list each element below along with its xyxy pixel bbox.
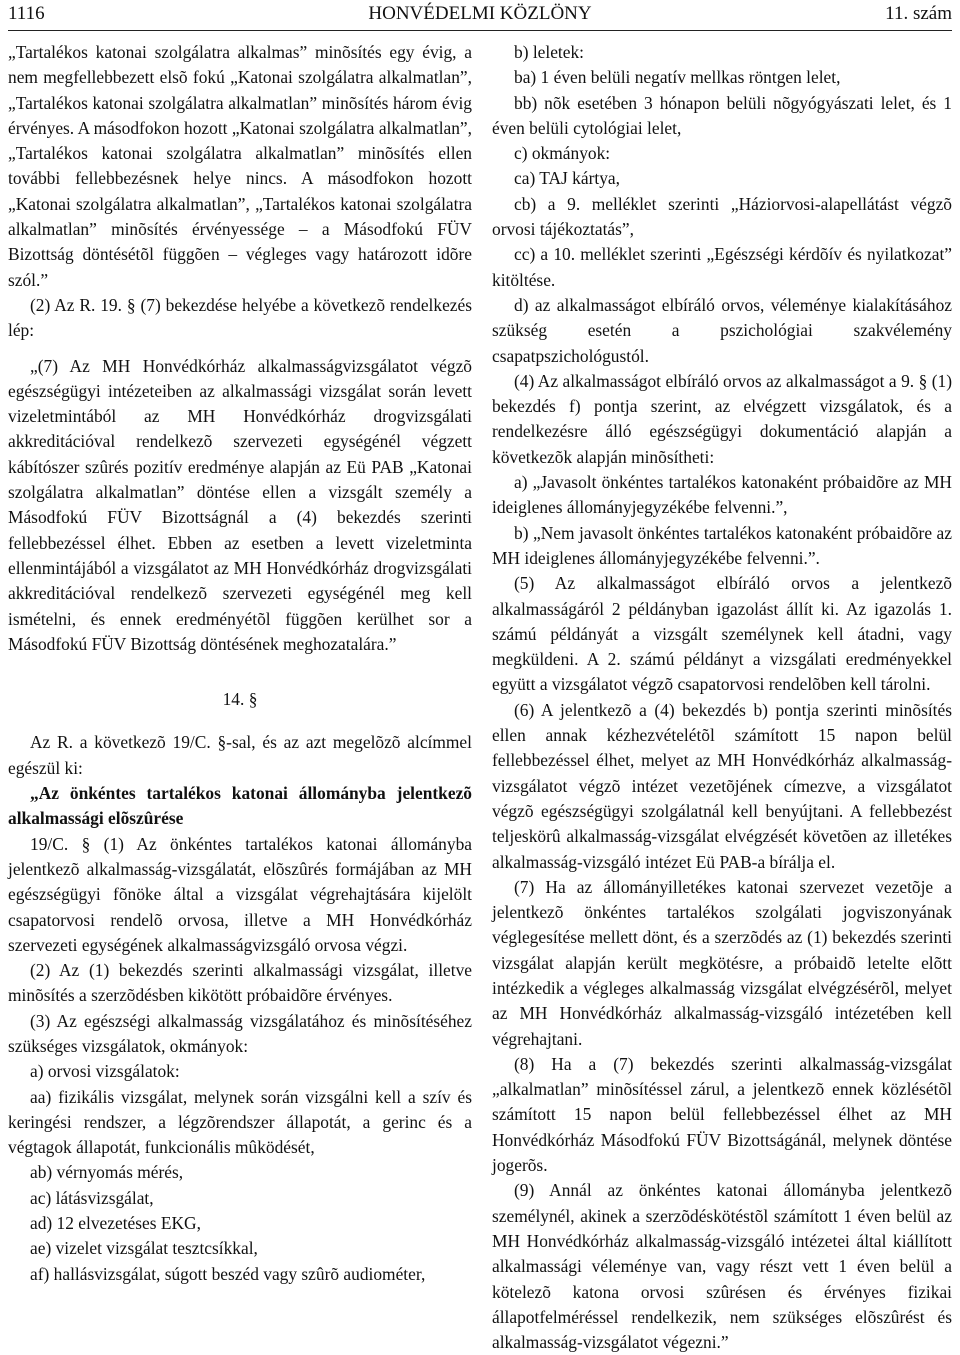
list-item: cb) a 9. melléklet szerinti „Háziorvosi-alapellátást végzõ orvosi tájékoztatás”, xyxy=(492,193,952,240)
quoted-paragraph: „(7) Az MH Honvédkórház alkalmasságvizsgálatot végzõ egészségügyi intézeteiben az alkalmassági vizsgálat során levett vizeletmintából az MH Honvédkórház drogvizsgálati akkreditációval rendelkezõ szervezeti egységénél végzett kábítószer szûrés pozitív eredménye alapján az Eü PAB „Katonai szolgálatra alkalmatlan” döntése ellen a vizsgált személy a Másodfokú FÜV Bizottságnál a (4) bekezdés szerinti fellebbezéssel élhet. Ebben az esetben a levett vizeletminta ellenmintájából a vizsgálatot az MH Honvédkórház drogvizsgálati akkreditációval rendelkezõ szervezeti egységénél meg kell ismételni, és ennek eredményétõl függõen kerülhet sor a Másodfokú FÜV Bizottság döntésének meghozatalára.” xyxy=(8,355,472,654)
paragraph: (3) Az egészségi alkalmasság vizsgálatához és minõsítéséhez szükséges vizsgálatok, okmányok: xyxy=(8,1010,472,1056)
list-item: b) „Nem javasolt önkéntes tartalékos katonaként próbaidõre az MH ideiglenes állományjegyzékébe felvenni.”. xyxy=(492,522,952,568)
list-item: bb) nõk esetében 3 hónapon belüli nõgyógyászati lelet, és 1 éven belüli cytológiai lelet, xyxy=(492,92,952,138)
paragraph: (7) Ha az állományilletékes katonai szervezet vezetõje a jelentkezõ önkéntes tartalékos szolgálati jogviszonyának véglegesítése mellett dönt, és a szerzõdés az (1) bekezdés szerinti vizsgálat alapján került megkötésre, a próbaidõ letelte elõtt intézkedik a végleges alkalmasság vizsgálat elvégzésérõl, melyet az MH Honvédkórház alkalmasság-vizsgáló intézetében kell végrehajtani. xyxy=(492,876,952,1049)
paragraph: (6) A jelentkezõ a (4) bekezdés b) pontja szerinti minõsítés ellen annak kézhezvételétõl számított 15 napon belül fellebbezéssel élhet, melyet az MH Honvédkórház alkalmasság-vizsgálatot végzõ intézet vezetõjének címezve, a vizsgálatot végzõ egészségügyi szolgálatnál kell benyújtani. A fellebbezést teljeskörû alkalmasság-vizsgálat elvégzését követõen az illetékes alkalmasság-vizsgáló intézet Eü PAB-a bírálja el. xyxy=(492,699,952,872)
paragraph: (8) Ha a (7) bekezdés szerinti alkalmasság-vizsgálat „alkalmatlan” minõsítéssel zárul, a jelentkezõ ennek közlésétõl számított 15 napon belül fellebbezéssel élhet az MH Honvédkórház Másodfokú FÜV Bizottságánál, melynek döntése jogerõs. xyxy=(492,1053,952,1176)
list-item: ab) vérnyomás mérés, xyxy=(30,1162,184,1183)
right-column xyxy=(492,40,952,1355)
list-item: ad) 12 elvezetéses EKG, xyxy=(30,1213,201,1234)
list-item: a) „Javasolt önkéntes tartalékos katonaként próbaidõre az MH ideiglenes állományjegyzékébe felvenni.”, xyxy=(492,472,952,518)
paragraph: (2) Az R. 19. § (7) bekezdése helyébe a következõ rendelkezés lép: xyxy=(8,294,472,341)
paragraph: „Tartalékos katonai szolgálatra alkalmas” minõsítés egy évig, a nem megfellebbezett elsõ fokú „Katonai szolgálatra alkalmatlan”, „Tartalékos katonai szolgálatra alkalmatlan” minõsítés három évig érvényes. A másodfokon hozott „Katonai szolgálatra alkalmatlan”, „Tartalékos katonai szolgálatra alkalmatlan” minõsítés ellen további fellebbezésnek helye nincs. A másodfokon hozott „Katonai szolgálatra alkalmatlan”, „Tartalékos katonai szolgálatra alkalmatlan” minõsítés érvényessége – a Másodfokú FÜV Bizottság döntésétõl függõen – végleges vagy határozott idõre szól.” xyxy=(8,42,472,290)
subsection-title: „Az önkéntes tartalékos katonai állományba jelentkezõ alkalmassági elõszûrése xyxy=(8,783,472,829)
list-item: ae) vizelet vizsgálat tesztcsíkkal, xyxy=(30,1238,258,1259)
header-rule xyxy=(8,30,952,31)
list-item: ac) látásvizsgálat, xyxy=(30,1187,154,1208)
issue-number: 11. szám xyxy=(885,3,952,24)
page-number: 1116 xyxy=(8,3,45,24)
list-item: b) leletek: xyxy=(514,42,585,62)
paragraph: (4) Az alkalmasságot elbíráló orvos az alkalmasságot a 9. § (1) bekezdés f) pontja szerint, az elvégzett vizsgálatok, és a rendelkezésre álló egészségügyi dokumentáció alapján a következõk alapján minõsítheti: xyxy=(492,370,952,467)
page-header xyxy=(8,0,952,30)
list-item: aa) fizikális vizsgálat, melynek során vizsgálni kell a szív és keringési rendszer, a légzõrendszer állapotát, a gerinc és a végtagok állapotát, funkcionális mûködését, xyxy=(8,1086,472,1158)
section-number: 14. § xyxy=(222,689,258,710)
paragraph: (5) Az alkalmasságot elbíráló orvos a jelentkezõ alkalmasságáról 2 példányban igazolást állít ki. Az igazolás 1. számú példányát a vizsgált személynek kell átadni, vagy megküldeni. A 2. számú példányt a vizsgálati eredményekkel együtt a vizsgálatot végzõ csapatorvosi rendelõben kell tárolni. xyxy=(492,573,952,695)
list-item: a) orvosi vizsgálatok: xyxy=(30,1061,180,1082)
list-item: c) okmányok: xyxy=(514,143,611,164)
list-item: d) az alkalmasságot elbíráló orvos, véleménye kialakításához szükség esetén a pszichológiai szakvélemény csapatpszichológustól. xyxy=(492,294,952,366)
journal-title: HONVÉDELMI KÖZLÖNY xyxy=(368,3,592,24)
paragraph: 19/C. § (1) Az önkéntes tartalékos katonai állományba jelentkezõ alkalmasság-vizsgálatát, elõszûrés formájában az MH egészségügyi fõnöke által a vizsgálat végrehajtására kijelölt csapatorvosi rendelõ orvosa, illetve a MH Honvédkórház szervezeti egységének alkalmasságvizsgáló orvosa végzi. xyxy=(8,833,472,955)
paragraph: (2) Az (1) bekezdés szerinti alkalmassági vizsgálat, illetve minõsítés a szerzõdésben kikötött próbaidõre érvényes. xyxy=(8,960,472,1006)
list-item: cc) a 10. melléklet szerinti „Egészségi kérdõív és nyilatkozat” kitöltése. xyxy=(492,244,952,290)
paragraph: (9) Annál az önkéntes katonai állományba jelentkezõ személynél, akinek a szerzõdéskötéstõl számított 1 éven belül az MH Honvédkórház alkalmasság-vizsgáló intézetei által kiállított alkalmassági véleménye van, vagy részt vett 1 éven belül a kötelezõ katona orvosi szûrésen és érvényes fizikai állapotfelméréssel rendelkezik, nem szükséges elõszûrést és alkalmasság-vizsgálatot végezni.” xyxy=(492,1180,952,1353)
list-item: af) hallásvizsgálat, súgott beszéd vagy szûrõ audiométer, xyxy=(30,1263,426,1284)
paragraph: Az R. a következõ 19/C. §-sal, és az azt megelõzõ alcímmel egészül ki: xyxy=(8,732,472,778)
left-column xyxy=(8,40,472,1287)
list-item: ca) TAJ kártya, xyxy=(514,168,620,189)
list-item: ba) 1 éven belüli negatív mellkas röntgen lelet, xyxy=(514,67,841,88)
